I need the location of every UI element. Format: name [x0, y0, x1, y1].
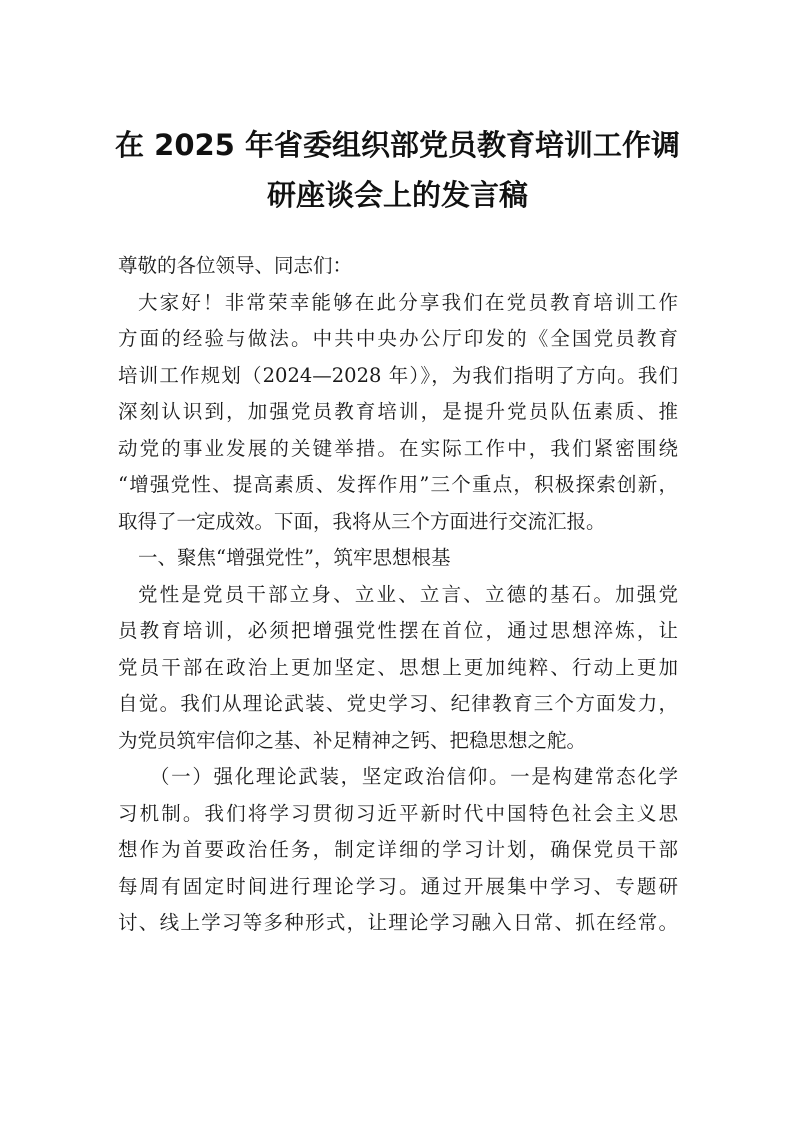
paragraph-line: 大家好！非常荣幸能够在此分享我们在党员教育培训工作: [138, 290, 678, 314]
salutation-line: 尊敬的各位领导、同志们：: [118, 254, 353, 277]
subsection-line: （一）强化理论武装，坚定政治信仰。一是构建常态化学: [150, 765, 678, 788]
paragraph-line: 习机制。我们将学习贯彻习近平新时代中国特色社会主义思: [118, 801, 678, 825]
section-heading: 一、聚焦“增强党性”，筑牢思想根基: [138, 546, 451, 569]
paragraph-line: 党员干部在政治上更加坚定、思想上更加纯粹、行动上更加: [118, 655, 678, 679]
document-body: [118, 248, 678, 942]
paragraph-line: 员教育培训，必须把增强党性摆在首位，通过思想淬炼，让: [118, 619, 678, 642]
paragraph-line: 党性是党员干部立身、立业、立言、立德的基石。加强党: [138, 582, 678, 606]
paragraph-line: 自觉。我们从理论武装、党史学习、纪律教育三个方面发力，: [118, 692, 678, 715]
paragraph-line: 讨、线上学习等多种形式，让理论学习融入日常、抓在经常。: [118, 911, 678, 934]
paragraph-line: 培训工作规划（2024—2028 年）》，为我们指明了方向。我们: [118, 363, 678, 387]
document-title-line-1: 在 2025 年省委组织部党员教育培训工作调: [115, 128, 680, 162]
paragraph-line: 方面的经验与做法。中共中央办公厅印发的《全国党员教育: [118, 327, 678, 350]
paragraph-line: “增强党性、提高素质、发挥作用”三个重点，积极探索创新，: [118, 473, 678, 496]
paragraph-line: 每周有固定时间进行理论学习。通过开展集中学习、专题研: [118, 874, 678, 898]
paragraph-line: 为党员筑牢信仰之基、补足精神之钙、把稳思想之舵。: [118, 728, 587, 752]
paragraph-line: 深刻认识到，加强党员教育培训，是提升党员队伍素质、推: [118, 400, 678, 423]
paragraph-line: 想作为首要政治任务，制定详细的学习计划，确保党员干部: [118, 838, 678, 861]
paragraph-line: 取得了一定成效。下面，我将从三个方面进行交流汇报。: [118, 509, 606, 533]
paragraph-line: 动党的事业发展的关键举措。在实际工作中，我们紧密围绕: [118, 436, 678, 460]
document-title-line-2: 研座谈会上的发言稿: [266, 178, 528, 212]
